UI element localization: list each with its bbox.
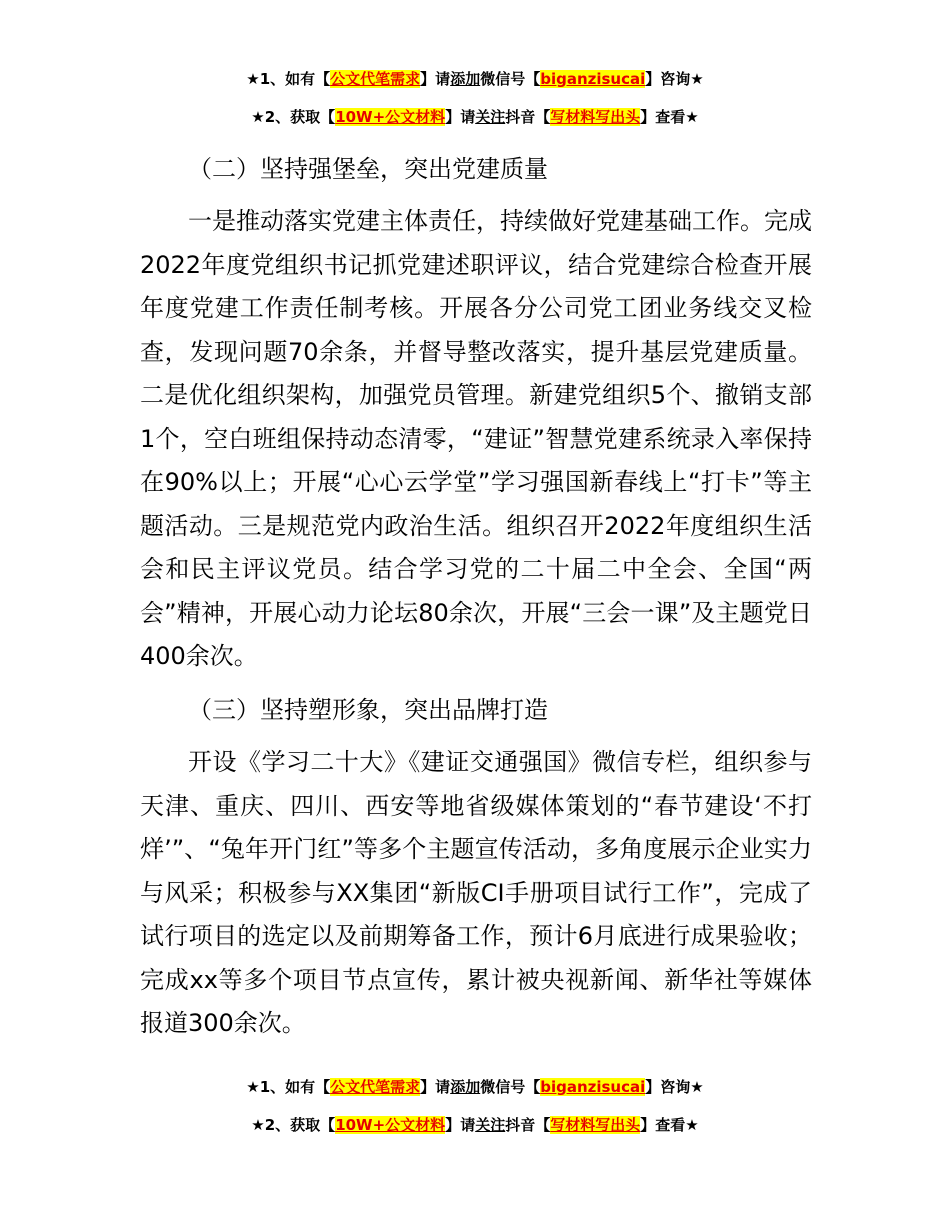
section-paragraph-2: 一是推动落实党建主体责任，持续做好党建基础工作。完成2022年度党组织书记抓党建述职评议，结合党建综合检查开展年度党建工作责任制考核。开展各分公司党工团业务线交叉检查，发现问题70余条，并督导整改落实，提升基层党建质量。二是优化组织架构，加强党员管理。新建党组织5个、撤销支部1个，空白班组保持动态清零，“建证”智慧党建系统录入率保持在90%以上；开展“心心云学堂”学习强国新春线上“打卡”等主题活动。三是规范党内政治生活。组织召开2022年度组织生活会和民主评议党员。结合学习党的二十届二中全会、全国“两会”精神，开展心动力论坛80余次，开展“三会一课”及主题党日400余次。 bbox=[140, 207, 812, 670]
banner-text: 微信号【 bbox=[480, 70, 541, 88]
banner-text: 】查看★ bbox=[640, 108, 699, 126]
banner-underline: 添加 bbox=[450, 1078, 481, 1096]
banner-highlight: 10W+公文材料 bbox=[335, 1116, 446, 1134]
banner-text: ★1、如有【 bbox=[246, 70, 331, 88]
banner-highlight: 公文代笔需求 bbox=[330, 70, 421, 88]
top-banner-line-1 bbox=[0, 68, 950, 90]
banner-text: 】咨询★ bbox=[645, 1078, 704, 1096]
banner-highlight: 10W+公文材料 bbox=[335, 108, 446, 126]
banner-underline: 添加 bbox=[450, 70, 481, 88]
section-heading-2: （二）坚持强堡垒，突出党建质量 bbox=[188, 155, 548, 183]
banner-text: 抖音【 bbox=[505, 1116, 551, 1134]
banner-highlight: biganzisucai bbox=[540, 1078, 646, 1096]
section-paragraph-3: 开设《学习二十大》《建证交通强国》微信专栏，组织参与天津、重庆、四川、西安等地省级媒体策划的“春节建设‘不打烊’”、“兔年开门红”等多个主题宣传活动，多角度展示企业实力与风采；积极参与XX集团“新版CI手册项目试行工作”，完成了试行项目的选定以及前期筹备工作，预计6月底进行成果验收；完成xx等多个项目节点宣传，累计被央视新闻、新华社等媒体报道300余次。 bbox=[140, 748, 812, 1037]
banner-text: ★2、获取【 bbox=[251, 108, 336, 126]
banner-text: 抖音【 bbox=[505, 108, 551, 126]
banner-highlight: biganzisucai bbox=[540, 70, 646, 88]
banner-highlight: 公文代笔需求 bbox=[330, 1078, 421, 1096]
banner-underline: 关注 bbox=[475, 108, 506, 126]
section-heading-3: （三）坚持塑形象，突出品牌打造 bbox=[188, 696, 548, 724]
banner-text: 】请 bbox=[445, 108, 476, 126]
banner-highlight: 写材料写出头 bbox=[550, 108, 641, 126]
banner-text: 】请 bbox=[445, 1116, 476, 1134]
banner-highlight: 写材料写出头 bbox=[550, 1116, 641, 1134]
bottom-banner-line-1 bbox=[0, 1076, 950, 1098]
banner-text: 】查看★ bbox=[640, 1116, 699, 1134]
banner-text: ★2、获取【 bbox=[251, 1116, 336, 1134]
bottom-banner-line-2 bbox=[0, 1114, 950, 1136]
banner-text: 】请 bbox=[420, 70, 451, 88]
banner-text: 】请 bbox=[420, 1078, 451, 1096]
banner-text: 微信号【 bbox=[480, 1078, 541, 1096]
top-banner-line-2 bbox=[0, 106, 950, 128]
banner-text: ★1、如有【 bbox=[246, 1078, 331, 1096]
banner-text: 】咨询★ bbox=[645, 70, 704, 88]
banner-underline: 关注 bbox=[475, 1116, 506, 1134]
